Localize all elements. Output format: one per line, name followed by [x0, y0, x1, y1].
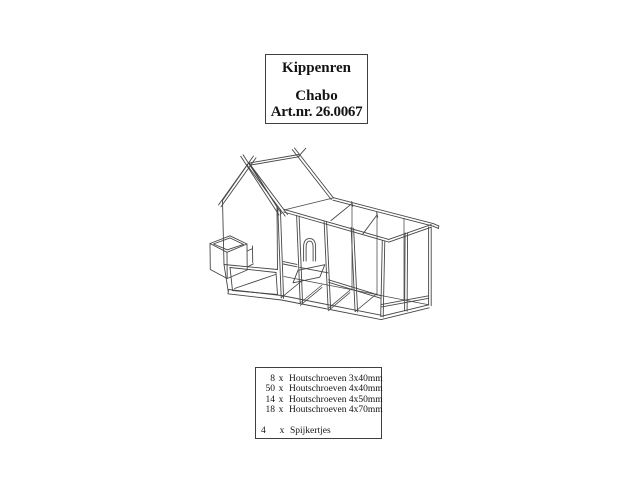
- parts-row: [260, 426, 379, 436]
- nest-box: [210, 236, 253, 279]
- parts-row: [260, 405, 383, 416]
- parts-list: [255, 367, 382, 439]
- parts-row: [260, 394, 383, 405]
- part-item: Houtschroeven 4x70mm: [289, 405, 383, 416]
- parts-row: [260, 374, 383, 384]
- house-ridge-and-back-rafters: [250, 148, 334, 200]
- run-front-rails: [282, 262, 382, 320]
- part-item: Spijkertjes: [290, 425, 331, 436]
- part-unit: x: [278, 374, 284, 384]
- part-qty: 14: [265, 394, 275, 405]
- part-item: Houtschroeven 3x40mm: [289, 374, 383, 384]
- part-item: Houtschroeven 4x40mm: [289, 384, 383, 395]
- part-unit: x: [278, 394, 284, 405]
- parts-list-spacer: [260, 416, 379, 426]
- house-base-frame: [224, 265, 282, 301]
- article-number: Art.nr. 26.0067: [270, 104, 363, 120]
- part-qty: 18: [265, 405, 275, 416]
- part-unit: x: [278, 384, 284, 395]
- part-qty: 8: [270, 374, 275, 384]
- parts-row: [260, 384, 383, 395]
- house-roof-plane: [247, 163, 333, 216]
- part-item: Houtschroeven 4x50mm: [289, 394, 383, 405]
- house-gable-wall: [223, 163, 278, 270]
- run-roof: [331, 198, 439, 234]
- part-qty: 50: [265, 384, 275, 395]
- product-name: Kippenren: [282, 60, 351, 76]
- part-unit: x: [279, 425, 285, 436]
- part-unit: x: [278, 405, 284, 416]
- model-name: Chabo: [295, 88, 338, 104]
- part-qty: 4: [261, 425, 266, 436]
